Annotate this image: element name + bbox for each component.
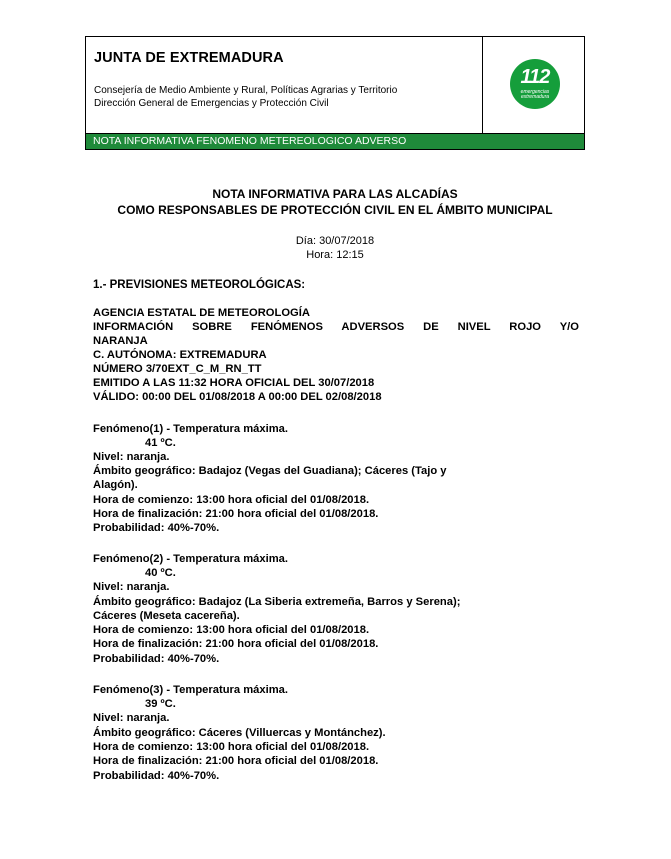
logo-text-line2: extremadura	[520, 94, 550, 100]
document-title-line2: COMO RESPONSABLES DE PROTECCIÓN CIVIL EN EL ÁMBITO MUNICIPAL	[117, 203, 553, 217]
phenomenon-1-end: Hora de finalización: 21:00 hora oficial del 01/08/2018.	[93, 508, 379, 520]
info-line2: NARANJA	[93, 335, 148, 347]
phenomenon-1-level: Nivel: naranja.	[93, 451, 170, 463]
phenomenon-2-probability: Probabilidad: 40%-70%.	[93, 653, 220, 665]
phenomenon-1-title: Fenómeno(1) - Temperatura máxima.	[93, 423, 288, 435]
phenomenon-1-value: 41 ºC.	[145, 437, 176, 449]
phenomenon-3-area-line1: Ámbito geográfico: Cáceres (Villuercas y Montánchez).	[93, 727, 386, 739]
phenomenon-2-title: Fenómeno(2) - Temperatura máxima.	[93, 553, 288, 565]
header-divider	[482, 37, 483, 133]
logo-text-line1: emergencias	[520, 89, 550, 95]
phenomenon-1-area-line1: Ámbito geográfico: Badajoz (Vegas del Guadiana); Cáceres (Tajo y	[93, 465, 447, 477]
phenomenon-2-area-line2: Cáceres (Meseta cacereña).	[93, 610, 240, 622]
department-name: Consejería de Medio Ambiente y Rural, Políticas Agrarias y Territorio	[94, 85, 398, 96]
document-time: Hora: 12:15	[306, 249, 364, 261]
phenomenon-2-value: 40 ºC.	[145, 567, 176, 579]
directorate-name: Dirección General de Emergencias y Protección Civil	[94, 98, 329, 109]
phenomenon-3-value: 39 ºC.	[145, 698, 176, 710]
validity-period: VÁLIDO: 00:00 DEL 01/08/2018 A 00:00 DEL 02/08/2018	[93, 391, 382, 403]
phenomenon-2-end: Hora de finalización: 21:00 hora oficial del 01/08/2018.	[93, 638, 379, 650]
section-heading: 1.- PREVISIONES METEOROLÓGICAS:	[93, 279, 306, 291]
logo-number: 112	[520, 66, 550, 88]
phenomenon-1-probability: Probabilidad: 40%-70%.	[93, 522, 220, 534]
region: C. AUTÓNOMA: EXTREMADURA	[93, 349, 267, 361]
phenomenon-1-area-line2: Alagón).	[93, 479, 138, 491]
document-title-line1: NOTA INFORMATIVA PARA LAS ALCADÍAS	[212, 187, 458, 201]
document-header	[85, 36, 585, 150]
info-line1: INFORMACIÓN SOBRE FENÓMENOS ADVERSOS DE NIVEL ROJO Y/O	[93, 321, 579, 333]
phenomenon-2-level: Nivel: naranja.	[93, 581, 170, 593]
phenomenon-1-start: Hora de comienzo: 13:00 hora oficial del 01/08/2018.	[93, 494, 370, 506]
emergency-112-logo	[510, 59, 560, 109]
warning-number: NÚMERO 3/70EXT_C_M_RN_TT	[93, 363, 262, 375]
phenomenon-2-start: Hora de comienzo: 13:00 hora oficial del 01/08/2018.	[93, 624, 370, 636]
phenomenon-3-probability: Probabilidad: 40%-70%.	[93, 770, 220, 782]
organization-title: JUNTA DE EXTREMADURA	[94, 50, 284, 66]
header-banner: NOTA INFORMATIVA FENOMENO METEREOLOGICO ADVERSO	[86, 133, 584, 149]
phenomenon-3-start: Hora de comienzo: 13:00 hora oficial del 01/08/2018.	[93, 741, 370, 753]
agency-name: AGENCIA ESTATAL DE METEOROLOGÍA	[93, 307, 310, 319]
issued-time: EMITIDO A LAS 11:32 HORA OFICIAL DEL 30/07/2018	[93, 377, 375, 389]
phenomenon-3-level: Nivel: naranja.	[93, 712, 170, 724]
phenomenon-2-area-line1: Ámbito geográfico: Badajoz (La Siberia extremeña, Barros y Serena);	[93, 596, 461, 608]
phenomenon-3-title: Fenómeno(3) - Temperatura máxima.	[93, 684, 288, 696]
document-date: Día: 30/07/2018	[295, 235, 375, 247]
phenomenon-3-end: Hora de finalización: 21:00 hora oficial del 01/08/2018.	[93, 755, 379, 767]
